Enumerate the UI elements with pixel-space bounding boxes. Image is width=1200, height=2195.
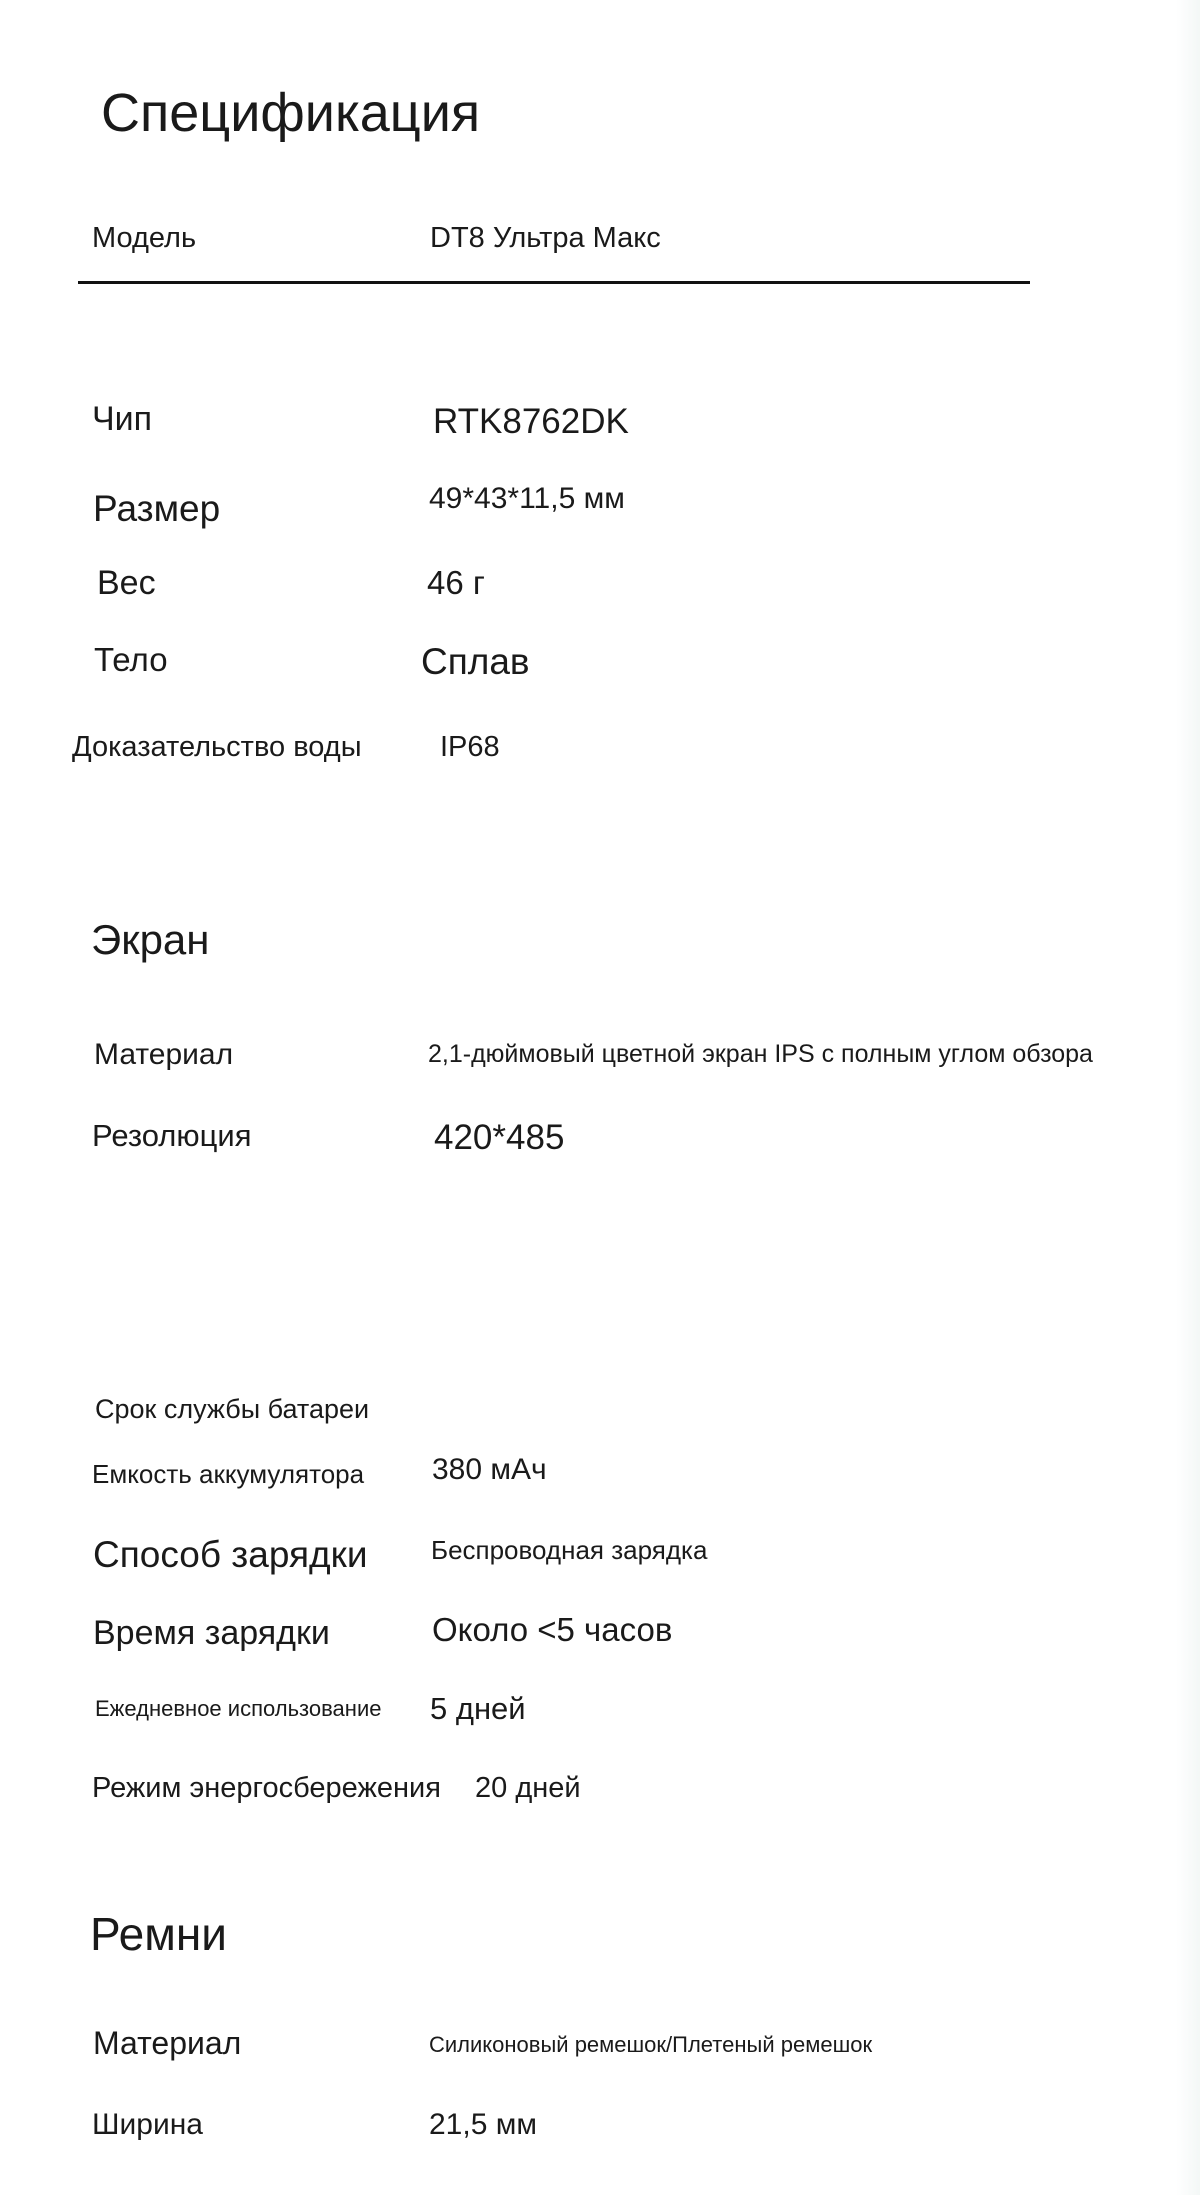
section-heading-straps: Ремни: [90, 1908, 227, 1960]
section-heading-battery: Срок службы батареи: [95, 1394, 370, 1424]
screen-value-material: 2,1-дюймовый цветной экран IPS с полным углом обзора: [428, 1040, 1093, 1068]
screen-label-material: Материал: [94, 1038, 234, 1071]
spec-value-body: Сплав: [421, 641, 530, 682]
battery-label-charging-time: Время зарядки: [93, 1614, 330, 1652]
spec-value-size: 49*43*11,5 мм: [429, 482, 625, 515]
battery-value-charging-method: Беспроводная зарядка: [431, 1535, 708, 1565]
battery-label-daily-use: Ежедневное использование: [95, 1696, 382, 1721]
strap-label-width: Ширина: [92, 2108, 203, 2141]
spec-label-weight: Вес: [97, 564, 156, 602]
strap-value-material: Силиконовый ремешок/Плетеный ремешок: [429, 2032, 873, 2057]
screen-value-resolution: 420*485: [434, 1118, 565, 1157]
battery-label-capacity: Емкость аккумулятора: [92, 1459, 365, 1489]
battery-value-capacity: 380 мАч: [432, 1453, 547, 1486]
page-edge-shadow: [1176, 0, 1200, 2195]
model-divider: [78, 281, 1030, 284]
model-label: Модель: [92, 222, 197, 254]
model-value: DT8 Ультра Макс: [430, 222, 661, 254]
battery-value-power-saving: 20 дней: [475, 1772, 581, 1804]
spec-label-chip: Чип: [92, 400, 153, 438]
spec-value-weight: 46 г: [427, 564, 485, 601]
spec-label-water: Доказательство воды: [72, 731, 362, 763]
strap-value-width: 21,5 мм: [429, 2108, 537, 2141]
battery-label-power-saving: Режим энергосбережения: [92, 1772, 441, 1804]
screen-label-resolution: Резолюция: [92, 1118, 252, 1153]
section-heading-screen: Экран: [91, 916, 210, 963]
battery-value-daily-use: 5 дней: [430, 1691, 526, 1726]
spec-value-water: IP68: [440, 731, 500, 763]
battery-value-charging-time: Около <5 часов: [432, 1611, 673, 1648]
page-title: Спецификация: [101, 83, 481, 143]
spec-value-chip: RTK8762DK: [433, 402, 629, 441]
spec-label-size: Размер: [93, 488, 221, 529]
strap-label-material: Материал: [93, 2025, 242, 2061]
spec-label-body: Тело: [94, 641, 168, 678]
battery-label-charging-method: Способ зарядки: [93, 1534, 368, 1575]
